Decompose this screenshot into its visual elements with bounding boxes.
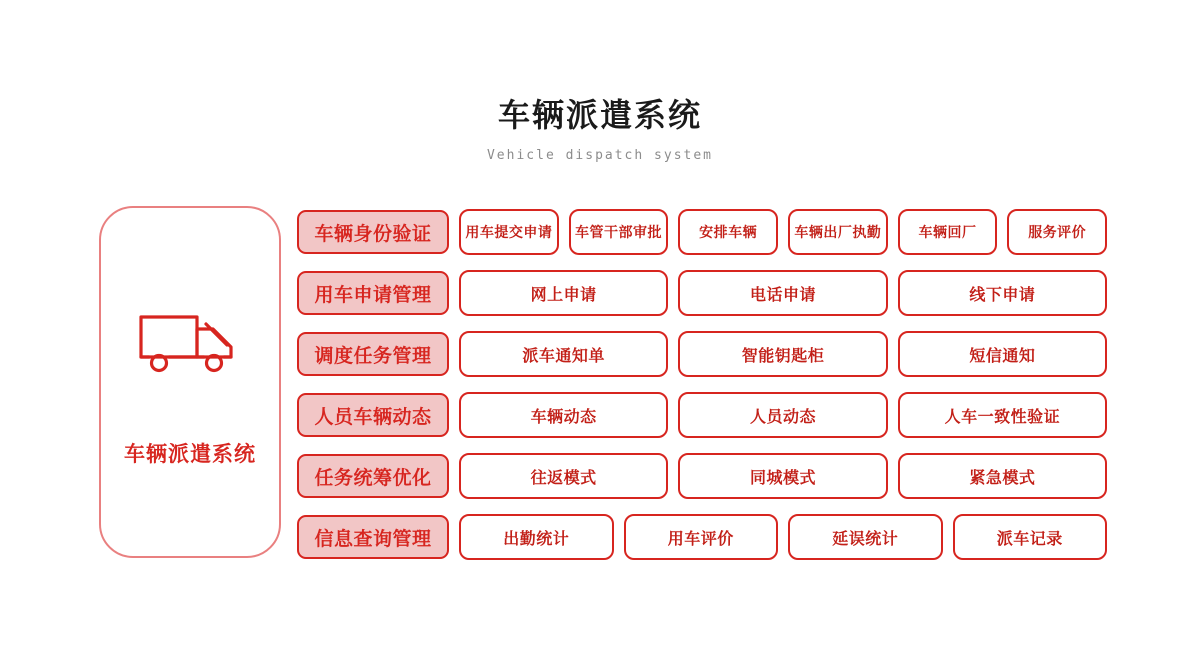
module-row — [297, 328, 1107, 380]
row-cells — [459, 453, 1107, 499]
cell-item[interactable]: 网上申请 — [459, 270, 668, 316]
cell-item[interactable]: 用车提交申请 — [459, 209, 559, 255]
cell-item[interactable]: 派车记录 — [953, 514, 1108, 560]
cell-item[interactable]: 同城模式 — [678, 453, 887, 499]
row-title-dispatch-task-management[interactable]: 调度任务管理 — [297, 332, 449, 376]
page-subtitle: Vehicle dispatch system — [486, 148, 713, 164]
row-title-personnel-vehicle-status[interactable]: 人员车辆动态 — [297, 393, 449, 437]
cell-item[interactable]: 电话申请 — [678, 270, 887, 316]
cell-item[interactable]: 人员动态 — [678, 392, 887, 438]
module-row — [297, 511, 1107, 563]
cell-item[interactable]: 智能钥匙柜 — [678, 331, 887, 377]
row-title-application-management[interactable]: 用车申请管理 — [297, 271, 449, 315]
row-title-vehicle-identity[interactable]: 车辆身份验证 — [297, 210, 449, 254]
cell-item[interactable]: 往返模式 — [459, 453, 668, 499]
module-rows — [297, 206, 1107, 572]
cell-item[interactable]: 紧急模式 — [898, 453, 1107, 499]
cell-item[interactable]: 车辆动态 — [459, 392, 668, 438]
cell-item[interactable]: 车辆回厂 — [898, 209, 998, 255]
cell-item[interactable]: 安排车辆 — [678, 209, 778, 255]
row-cells — [459, 514, 1107, 560]
cell-item[interactable]: 派车通知单 — [459, 331, 668, 377]
module-row — [297, 450, 1107, 502]
cell-item[interactable]: 用车评价 — [624, 514, 779, 560]
page-title: 车辆派遣系统 — [497, 97, 702, 133]
diagram-header — [0, 96, 1200, 163]
cell-item[interactable]: 车辆出厂执勤 — [788, 209, 888, 255]
cell-item[interactable]: 出勤统计 — [459, 514, 614, 560]
row-cells — [459, 209, 1107, 255]
truck-icon — [135, 307, 245, 386]
module-row — [297, 267, 1107, 319]
system-overview-label: 车辆派遣系统 — [124, 442, 256, 466]
cell-item[interactable]: 服务评价 — [1007, 209, 1107, 255]
module-row — [297, 389, 1107, 441]
module-row — [297, 206, 1107, 258]
cell-item[interactable]: 车管干部审批 — [569, 209, 669, 255]
system-overview-panel — [99, 206, 281, 558]
row-title-information-query-management[interactable]: 信息查询管理 — [297, 515, 449, 559]
row-cells — [459, 331, 1107, 377]
row-cells — [459, 392, 1107, 438]
cell-item[interactable]: 人车一致性验证 — [898, 392, 1107, 438]
row-title-task-optimization[interactable]: 任务统筹优化 — [297, 454, 449, 498]
cell-item[interactable]: 线下申请 — [898, 270, 1107, 316]
cell-item[interactable]: 短信通知 — [898, 331, 1107, 377]
cell-item[interactable]: 延误统计 — [788, 514, 943, 560]
row-cells — [459, 270, 1107, 316]
